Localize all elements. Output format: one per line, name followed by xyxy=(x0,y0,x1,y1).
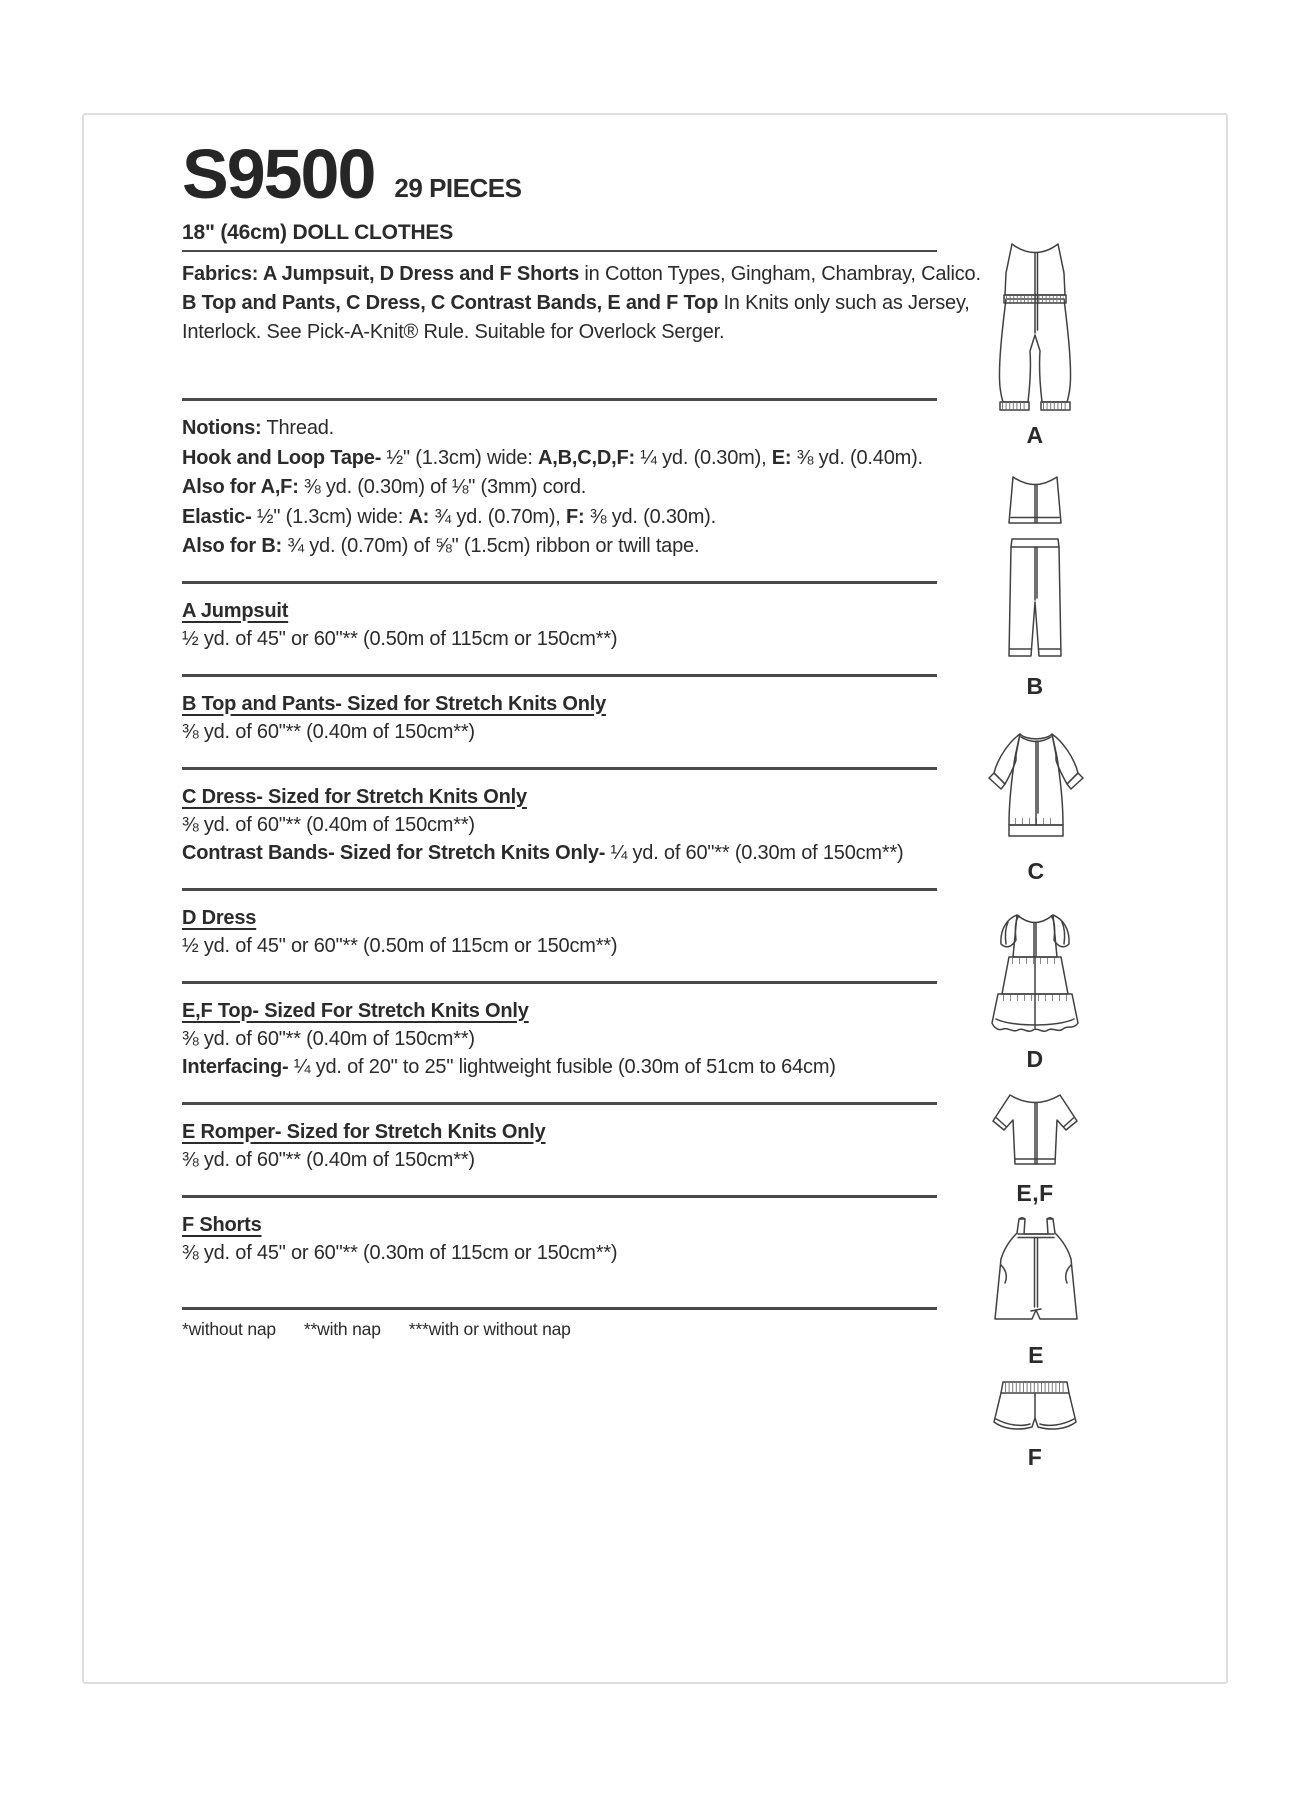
figure-label: B xyxy=(1026,673,1044,699)
pattern-number: S9500 xyxy=(182,135,375,213)
figure-ef-top xyxy=(980,1089,1090,1207)
section-heading: A Jumpsuit xyxy=(182,599,289,622)
text-segment: In Knits only such as Jersey, xyxy=(718,292,970,314)
section-ef-top xyxy=(182,981,937,1102)
text-segment: B Top and Pants, C Dress, C Contrast Bands, E and F Top xyxy=(182,292,719,314)
text-segment: Fabrics: A Jumpsuit, D Dress and F Shorts xyxy=(182,263,580,285)
section-lines xyxy=(182,718,937,746)
text-segment: ⅜ yd. of 60"** (0.40m of 150cm**) xyxy=(182,1148,475,1171)
section-lines xyxy=(182,1239,937,1267)
page-title: 18" (46cm) DOLL CLOTHES xyxy=(182,221,937,252)
text-segment: F: xyxy=(566,505,585,528)
figure-label: E xyxy=(1028,1342,1044,1368)
figure-label: F xyxy=(1027,1444,1043,1470)
text-segment: ⅜ yd. (0.30m) of ⅛" (3mm) cord. xyxy=(298,476,587,498)
text-segment: Also for B: xyxy=(182,535,283,557)
section-line xyxy=(182,1239,937,1267)
notions-line xyxy=(182,503,937,533)
section-b-top-and-pants xyxy=(182,674,937,767)
text-segment: ⅜ yd. of 60"** (0.40m of 150cm**) xyxy=(182,1027,475,1050)
section-line xyxy=(182,1053,937,1081)
section-e-romper xyxy=(182,1102,937,1195)
dress-drawing xyxy=(970,725,1102,853)
fabrics-line xyxy=(182,289,970,318)
figure-f-shorts xyxy=(976,1377,1094,1471)
section-f-shorts xyxy=(182,1195,937,1307)
notions-line xyxy=(182,473,937,503)
section-line xyxy=(182,718,937,746)
pieces-count: 29 PIECES xyxy=(394,173,522,203)
figure-label: E,F xyxy=(1016,1180,1054,1206)
section-line xyxy=(182,625,937,653)
header xyxy=(182,135,937,213)
section-heading: E,F Top- Sized For Stretch Knits Only xyxy=(182,999,529,1022)
text-segment: Contrast Bands- Sized for Stretch Knits Only- xyxy=(182,841,606,864)
footnote-with-or-without-nap: ***with or without nap xyxy=(408,1318,571,1339)
section-heading: E Romper- Sized for Stretch Knits Only xyxy=(182,1120,546,1143)
top-and-pants-drawing xyxy=(980,472,1090,668)
shorts-drawing xyxy=(976,1377,1094,1439)
text-segment: Interfacing- xyxy=(182,1055,289,1078)
section-lines xyxy=(182,625,937,653)
text-segment: Notions: xyxy=(182,417,262,439)
text-segment: ⅜ yd. (0.40m). xyxy=(791,446,923,469)
figure-b-top-and-pants xyxy=(980,472,1090,700)
text-segment: ⅜ yd. of 45" or 60"** (0.30m of 115cm or 150cm**) xyxy=(182,1241,618,1264)
section-line xyxy=(182,1146,937,1174)
section-line xyxy=(182,839,937,867)
text-segment: E: xyxy=(771,446,792,469)
section-lines xyxy=(182,932,937,960)
text-segment: A: xyxy=(408,505,430,528)
text-segment: ¼ yd. (0.30m), xyxy=(634,446,772,469)
section-c-dress xyxy=(182,767,937,888)
text-segment: ½" (1.3cm) wide: xyxy=(251,505,409,528)
text-segment: Interlock. See Pick-A-Knit® Rule. Suitable for Overlock Serger. xyxy=(182,321,725,343)
text-segment: ½ yd. of 45" or 60"** (0.50m of 115cm or 150cm**) xyxy=(182,934,618,957)
footnote-with-nap: **with nap xyxy=(303,1318,381,1339)
section-heading: D Dress xyxy=(182,906,257,929)
figure-a-jumpsuit xyxy=(977,239,1093,449)
section-heading: B Top and Pants- Sized for Stretch Knits Only xyxy=(182,692,606,715)
fabrics-line xyxy=(182,260,981,289)
text-segment: ¼ yd. of 60"** (0.30m of 150cm**) xyxy=(605,841,904,864)
section-heading: C Dress- Sized for Stretch Knits Only xyxy=(182,785,527,808)
text-segment: ¾ yd. (0.70m) of ⅝" (1.5cm) ribbon or twill tape. xyxy=(282,535,700,557)
text-segment: ½ yd. of 45" or 60"** (0.50m of 115cm or 150cm**) xyxy=(182,627,618,650)
section-line xyxy=(182,1025,937,1053)
notions-line xyxy=(182,532,937,562)
figure-d-dress xyxy=(975,907,1095,1073)
jumpsuit-drawing xyxy=(977,239,1093,417)
text-segment: Hook and Loop Tape- xyxy=(182,446,382,469)
text-segment: Thread. xyxy=(261,417,335,439)
pattern-sheet xyxy=(82,113,1228,1684)
notions-line xyxy=(182,444,937,474)
figure-e-romper xyxy=(975,1215,1097,1369)
figure-label: A xyxy=(1026,422,1044,448)
figure-label: D xyxy=(1026,1046,1044,1072)
tiered-dress-drawing xyxy=(975,907,1095,1041)
text-segment: in Cotton Types, Gingham, Chambray, Calico. xyxy=(579,263,981,285)
section-d-dress xyxy=(182,888,937,981)
section-line xyxy=(182,932,937,960)
section-heading: F Shorts xyxy=(182,1213,262,1236)
text-segment: ¼ yd. of 20" to 25" lightweight fusible (0.30m of 51cm to 64cm) xyxy=(288,1055,836,1078)
text-segment: ⅜ yd. (0.30m). xyxy=(584,505,716,528)
text-segment: ⅜ yd. of 60"** (0.40m of 150cm**) xyxy=(182,813,475,836)
fabrics-paragraph xyxy=(182,252,981,347)
romper-drawing xyxy=(975,1215,1097,1337)
fabrics-line xyxy=(182,318,937,347)
section-lines xyxy=(182,811,937,867)
figure-c-dress xyxy=(970,725,1102,885)
short-sleeve-top-drawing xyxy=(980,1089,1090,1175)
text-segment: A,B,C,D,F: xyxy=(538,446,635,469)
notions-line xyxy=(182,414,937,444)
figure-label: C xyxy=(1027,858,1045,884)
text-segment: Also for A,F: xyxy=(182,476,299,498)
text-segment: ½" (1.3cm) wide: xyxy=(381,446,539,469)
text-segment: ¾ yd. (0.70m), xyxy=(429,505,567,528)
section-lines xyxy=(182,1146,937,1174)
footnote-without-nap: *without nap xyxy=(182,1318,276,1339)
section-a-jumpsuit xyxy=(182,581,937,674)
section-line xyxy=(182,811,937,839)
text-segment: Elastic- xyxy=(182,505,252,528)
section-lines xyxy=(182,1025,937,1081)
text-segment: ⅜ yd. of 60"** (0.40m of 150cm**) xyxy=(182,720,475,743)
notions-block xyxy=(182,398,937,562)
nap-footnotes xyxy=(182,1307,937,1340)
text-column xyxy=(182,135,981,1340)
